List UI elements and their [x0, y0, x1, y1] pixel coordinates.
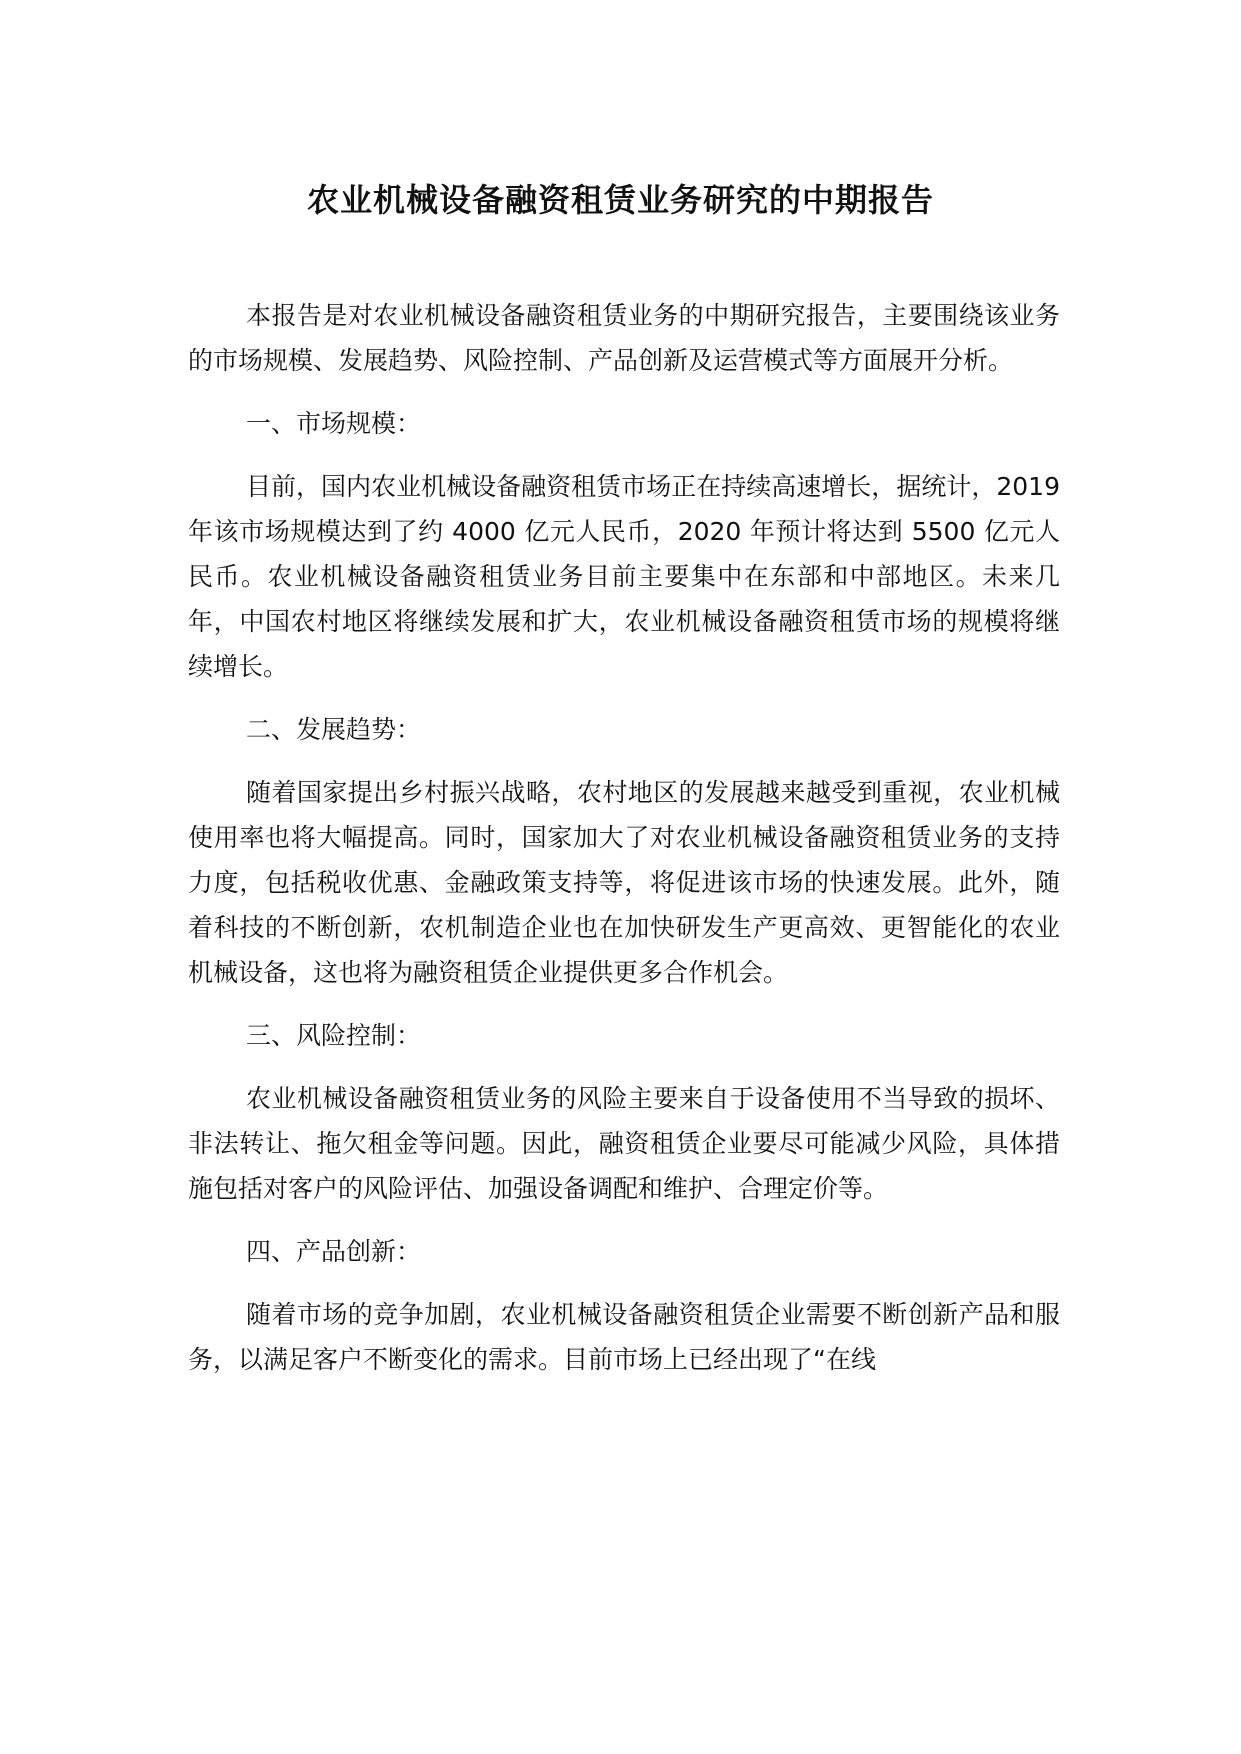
- section-heading-risk-control: 三、风险控制：: [246, 1021, 422, 1050]
- section-heading-product-innovation: 四、产品创新：: [246, 1237, 422, 1266]
- section-text-risk-control: 农业机械设备融资租赁业务的风险主要来自于设备使用不当导致的损坏、非法转让、拖欠租金等问题。因此，融资租赁企业要尽可能减少风险，具体措施包括对客户的风险评估、加强设备调配和维护、合理定价等。: [188, 1084, 1060, 1203]
- section-text-development-trend: 随着国家提出乡村振兴战略，农村地区的发展越来越受到重视，农业机械使用率也将大幅提高。同时，国家加大了对农业机械设备融资租赁业务的支持力度，包括税收优惠、金融政策支持等，将促进该市场的快速发展。此外，随着科技的不断创新，农机制造企业也在加快研发生产更高效、更智能化的农业机械设备，这也将为融资租赁企业提供更多合作机会。: [188, 778, 1060, 987]
- document-title: 农业机械设备融资租赁业务研究的中期报告: [306, 181, 934, 219]
- section-heading-development-trend: 二、发展趋势：: [246, 715, 422, 744]
- intro-paragraph: 本报告是对农业机械设备融资租赁业务的中期研究报告，主要围绕该业务的市场规模、发展趋势、风险控制、产品创新及运营模式等方面展开分析。: [188, 301, 1060, 375]
- document-body: [188, 293, 1060, 1400]
- section-heading-market-size: 一、市场规模：: [246, 409, 422, 438]
- section-text-product-innovation: 随着市场的竞争加剧，农业机械设备融资租赁企业需要不断创新产品和服务，以满足客户不断变化的需求。目前市场上已经出现了“在线: [188, 1300, 1060, 1374]
- section-text-market-size: 目前，国内农业机械设备融资租赁市场正在持续高速增长，据统计，2019 年该市场规模达到了约 4000 亿元人民币，2020 年预计将达到 5500 亿元人民币。农业机械设备融资租赁业务目前主要集中在东部和中部地区。未来几年，中国农村地区将继续发展和扩大，农业机械设备融资租赁市场的规模将继续增长。: [188, 472, 1060, 681]
